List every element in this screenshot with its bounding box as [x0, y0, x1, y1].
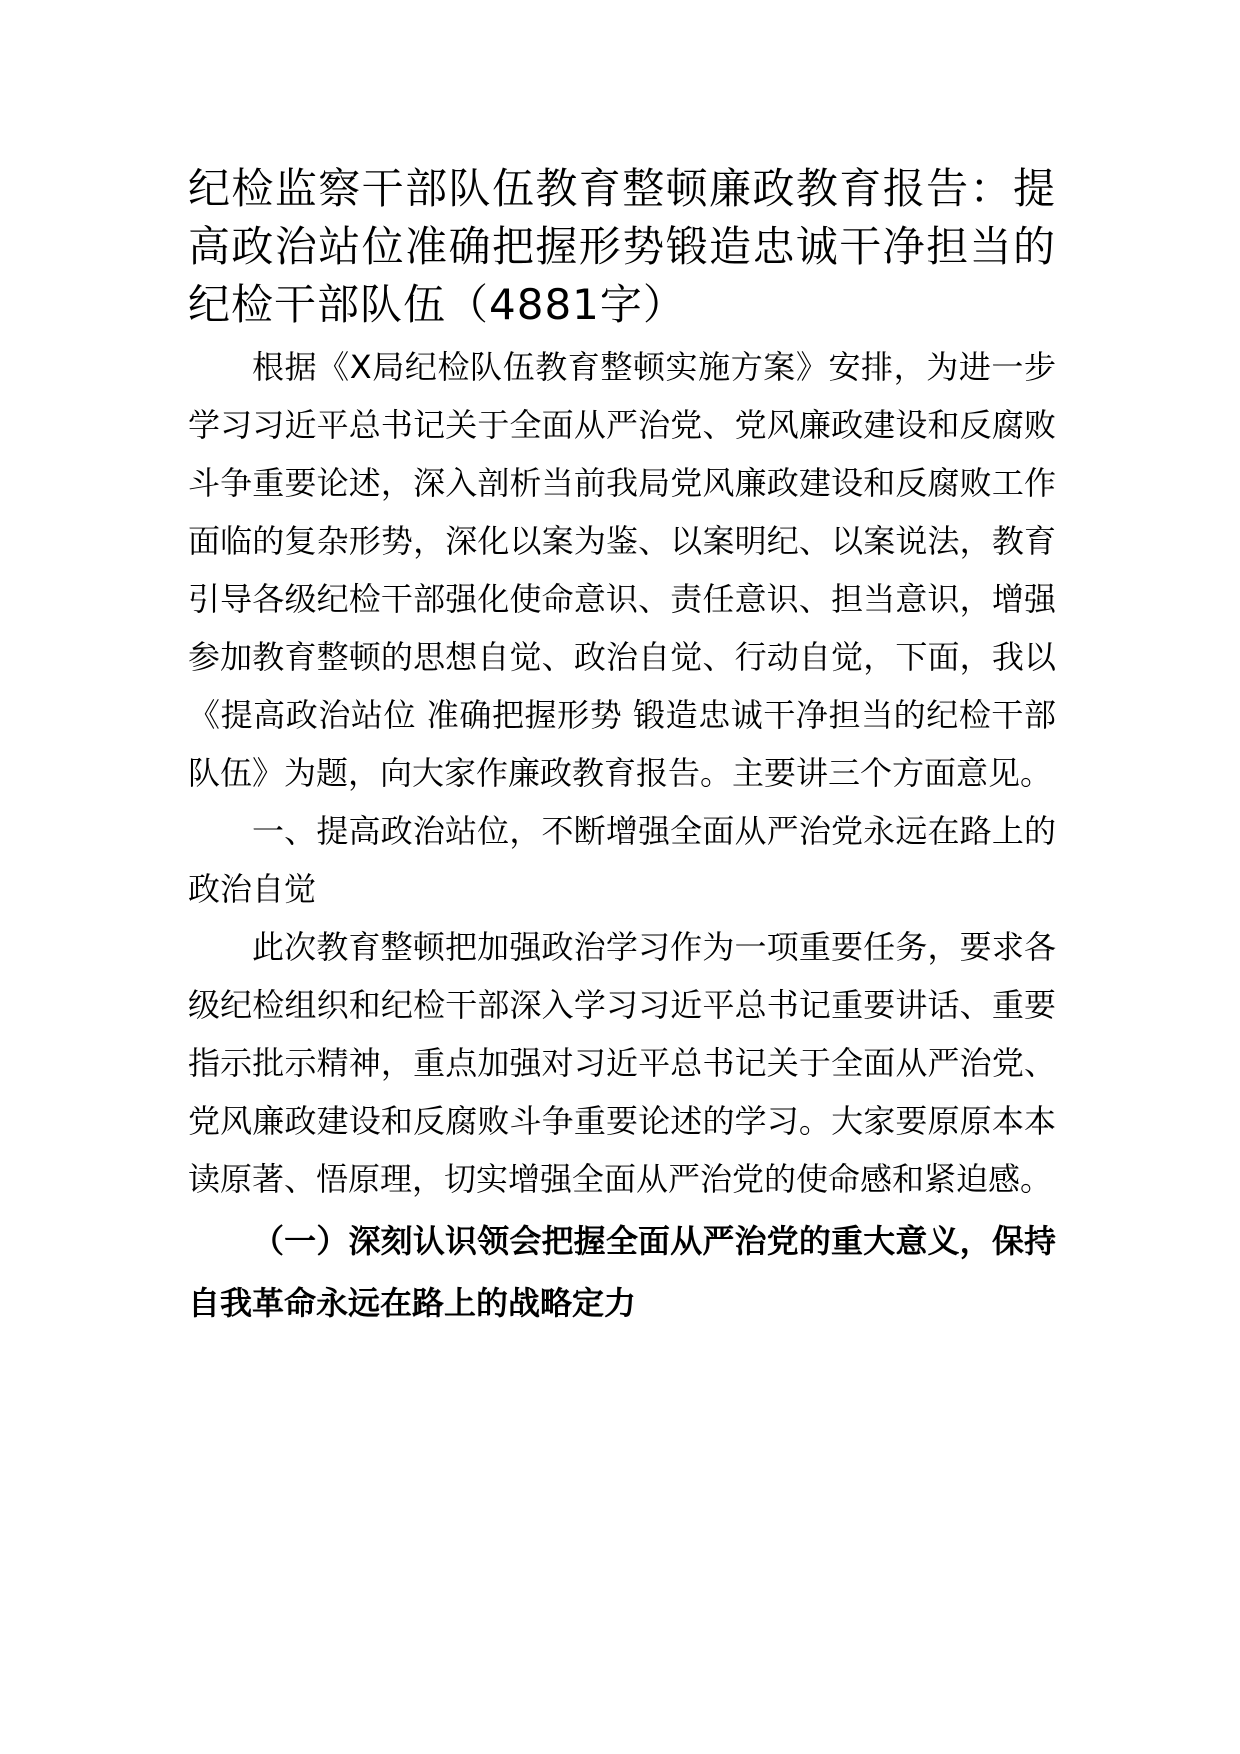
- subsection-heading: （一）深刻认识领会把握全面从严治党的重大意义，保持自我革命永远在路上的战略定力: [188, 1222, 1056, 1322]
- section-paragraph: 此次教育整顿把加强政治学习作为一项重要任务，要求各级纪检组织和纪检干部深入学习习近平总书记重要讲话、重要指示批示精神，重点加强对习近平总书记关于全面从严治党、党风廉政建设和反腐败斗争重要论述的学习。大家要原原本本读原著、悟原理，切实增强全面从严治党的使命感和紧迫感。: [188, 928, 1056, 1198]
- document-title: 纪检监察干部队伍教育整顿廉政教育报告：提高政治站位准确把握形势锻造忠诚干净担当的纪检干部队伍（4881字）: [188, 164, 1056, 329]
- section-heading: 一、提高政治站位，不断增强全面从严治党永远在路上的政治自觉: [188, 812, 1056, 908]
- intro-paragraph: 根据《X局纪检队伍教育整顿实施方案》安排，为进一步学习习近平总书记关于全面从严治党、党风廉政建设和反腐败斗争重要论述，深入剖析当前我局党风廉政建设和反腐败工作面临的复杂形势，深化以案为鉴、以案明纪、以案说法，教育引导各级纪检干部强化使命意识、责任意识、担当意识，增强参加教育整顿的思想自觉、政治自觉、行动自觉，下面，我以《提高政治站位 准确把握形势 锻造忠诚干净担当的纪检干部队伍》为题，向大家作廉政教育报告。主要讲三个方面意见。: [188, 348, 1056, 792]
- document-body: [188, 160, 1056, 1334]
